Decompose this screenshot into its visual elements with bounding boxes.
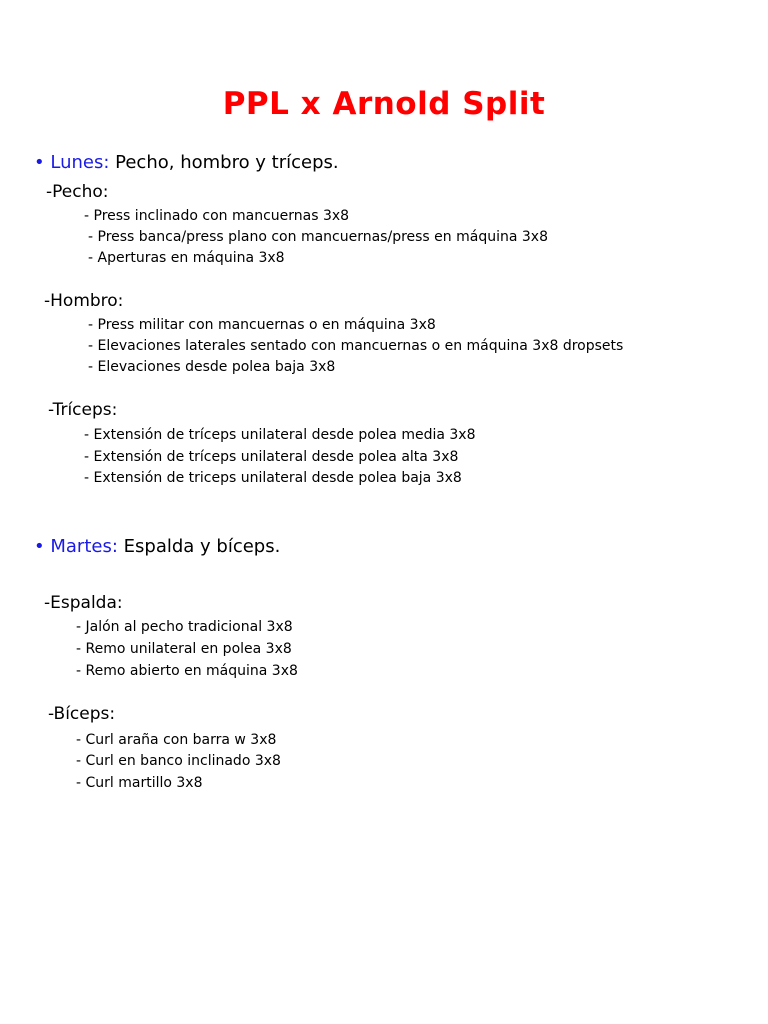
- exercise-item: - Aperturas en máquina 3x8: [88, 250, 285, 266]
- day-muscles-lunes: Pecho, hombro y tríceps.: [115, 152, 339, 173]
- day-muscles-martes: Espalda y bíceps.: [123, 536, 281, 557]
- exercise-item: - Curl en banco inclinado 3x8: [76, 753, 281, 769]
- day-heading-martes: [34, 536, 280, 558]
- day-bullet: •: [34, 152, 45, 173]
- page-title: PPL x Arnold Split: [222, 86, 546, 122]
- exercise-item: - Jalón al pecho tradicional 3x8: [76, 619, 293, 635]
- exercise-item: - Remo unilateral en polea 3x8: [76, 641, 292, 657]
- section-label-triceps: -Tríceps:: [48, 400, 118, 420]
- exercise-item: - Curl araña con barra w 3x8: [76, 732, 277, 748]
- day-heading-lunes: [34, 152, 339, 174]
- day-name-lunes: Lunes:: [50, 152, 110, 173]
- exercise-item: - Remo abierto en máquina 3x8: [76, 663, 298, 679]
- day-bullet: •: [34, 536, 45, 557]
- section-label-espalda: -Espalda:: [44, 593, 123, 613]
- day-name-martes: Martes:: [50, 536, 118, 557]
- section-label-pecho: -Pecho:: [46, 182, 109, 202]
- section-label-hombro: -Hombro:: [44, 291, 124, 311]
- section-label-biceps: -Bíceps:: [48, 704, 116, 724]
- exercise-item: - Elevaciones desde polea baja 3x8: [88, 359, 336, 375]
- exercise-item: - Extensión de tríceps unilateral desde polea media 3x8: [84, 427, 476, 443]
- exercise-item: - Curl martillo 3x8: [76, 775, 203, 791]
- exercise-item: - Extensión de tríceps unilateral desde polea alta 3x8: [84, 449, 459, 465]
- exercise-item: - Elevaciones laterales sentado con mancuernas o en máquina 3x8 dropsets: [88, 338, 624, 354]
- exercise-item: - Press banca/press plano con mancuernas/press en máquina 3x8: [88, 229, 548, 245]
- exercise-item: - Press inclinado con mancuernas 3x8: [84, 208, 350, 224]
- exercise-item: - Extensión de triceps unilateral desde polea baja 3x8: [84, 470, 462, 486]
- exercise-item: - Press militar con mancuernas o en máquina 3x8: [88, 317, 436, 333]
